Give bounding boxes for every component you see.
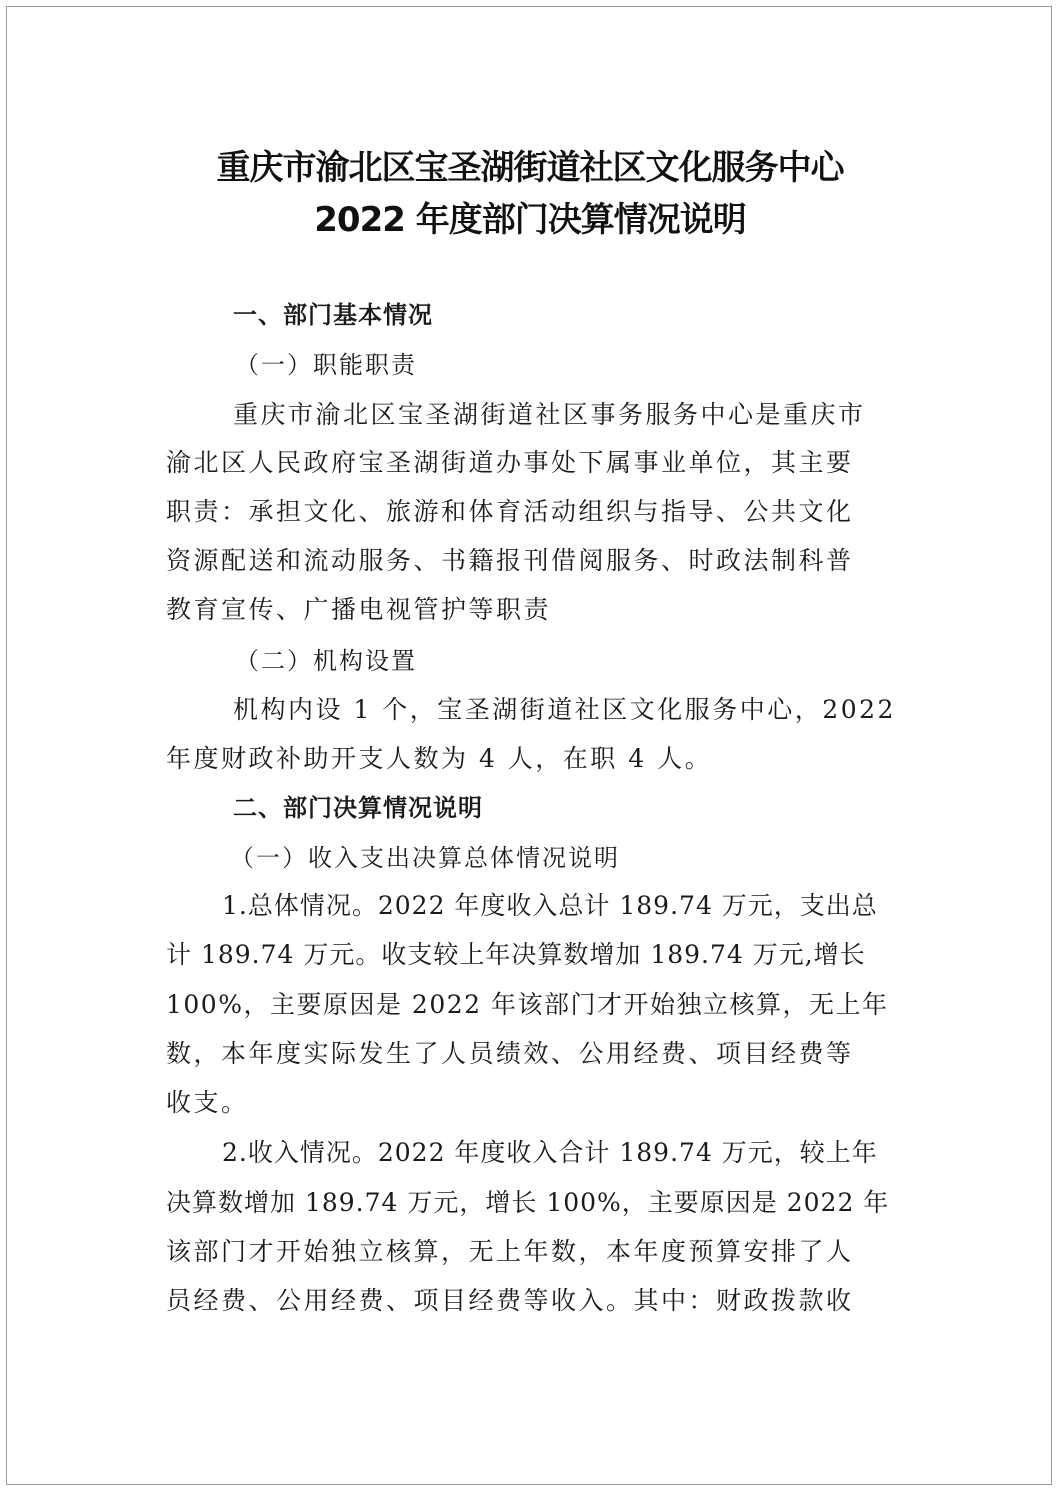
paragraph-line: 教育宣传、广播电视管护等职责	[166, 595, 552, 624]
paragraph-line: 决算数增加 189.74 万元，增长 100%，主要原因是 2022 年	[166, 1188, 890, 1217]
document-title-line1: 重庆市渝北区宝圣湖街道社区文化服务中心	[216, 148, 844, 188]
paragraph-line: 重庆市渝北区宝圣湖街道社区事务服务中心是重庆市	[233, 400, 866, 429]
paragraph-line: 收支。	[166, 1088, 249, 1117]
section2-heading: 二、部门决算情况说明	[233, 794, 483, 822]
paragraph-line: 2.收入情况。2022 年度收入合计 189.74 万元，较上年	[222, 1138, 878, 1167]
paragraph-line: 职责：承担文化、旅游和体育活动组织与指导、公共文化	[166, 497, 854, 526]
paragraph-line: 100%，主要原因是 2022 年该部门才开始独立核算，无上年	[166, 990, 889, 1019]
section1-sub1-heading: （一）职能职责	[235, 351, 417, 379]
section1-sub2-heading: （二）机构设置	[235, 647, 417, 675]
section1-heading: 一、部门基本情况	[233, 301, 433, 329]
paragraph-line: 数，本年度实际发生了人员绩效、公用经费、项目经费等	[166, 1039, 854, 1068]
paragraph-line: 1.总体情况。2022 年度收入总计 189.74 万元，支出总	[222, 891, 878, 920]
paragraph-line: 该部门才开始独立核算，无上年数，本年度预算安排了人	[166, 1237, 854, 1266]
document-title-line2: 2022 年度部门决算情况说明	[314, 200, 746, 240]
paragraph-line: 机构内设 1 个，宝圣湖街道社区文化服务中心，2022	[233, 695, 896, 724]
paragraph-line: 渝北区人民政府宝圣湖街道办事处下属事业单位，其主要	[166, 448, 854, 477]
paragraph-line: 员经费、公用经费、项目经费等收入。其中：财政拨款收	[166, 1286, 854, 1315]
paragraph-line: 计 189.74 万元。收支较上年决算数增加 189.74 万元,增长	[166, 940, 866, 969]
section2-sub1-heading: （一）收入支出决算总体情况说明	[230, 844, 620, 872]
paragraph-line: 资源配送和流动服务、书籍报刊借阅服务、时政法制科普	[166, 546, 854, 575]
paragraph-line: 年度财政补助开支人数为 4 人，在职 4 人。	[166, 744, 713, 773]
